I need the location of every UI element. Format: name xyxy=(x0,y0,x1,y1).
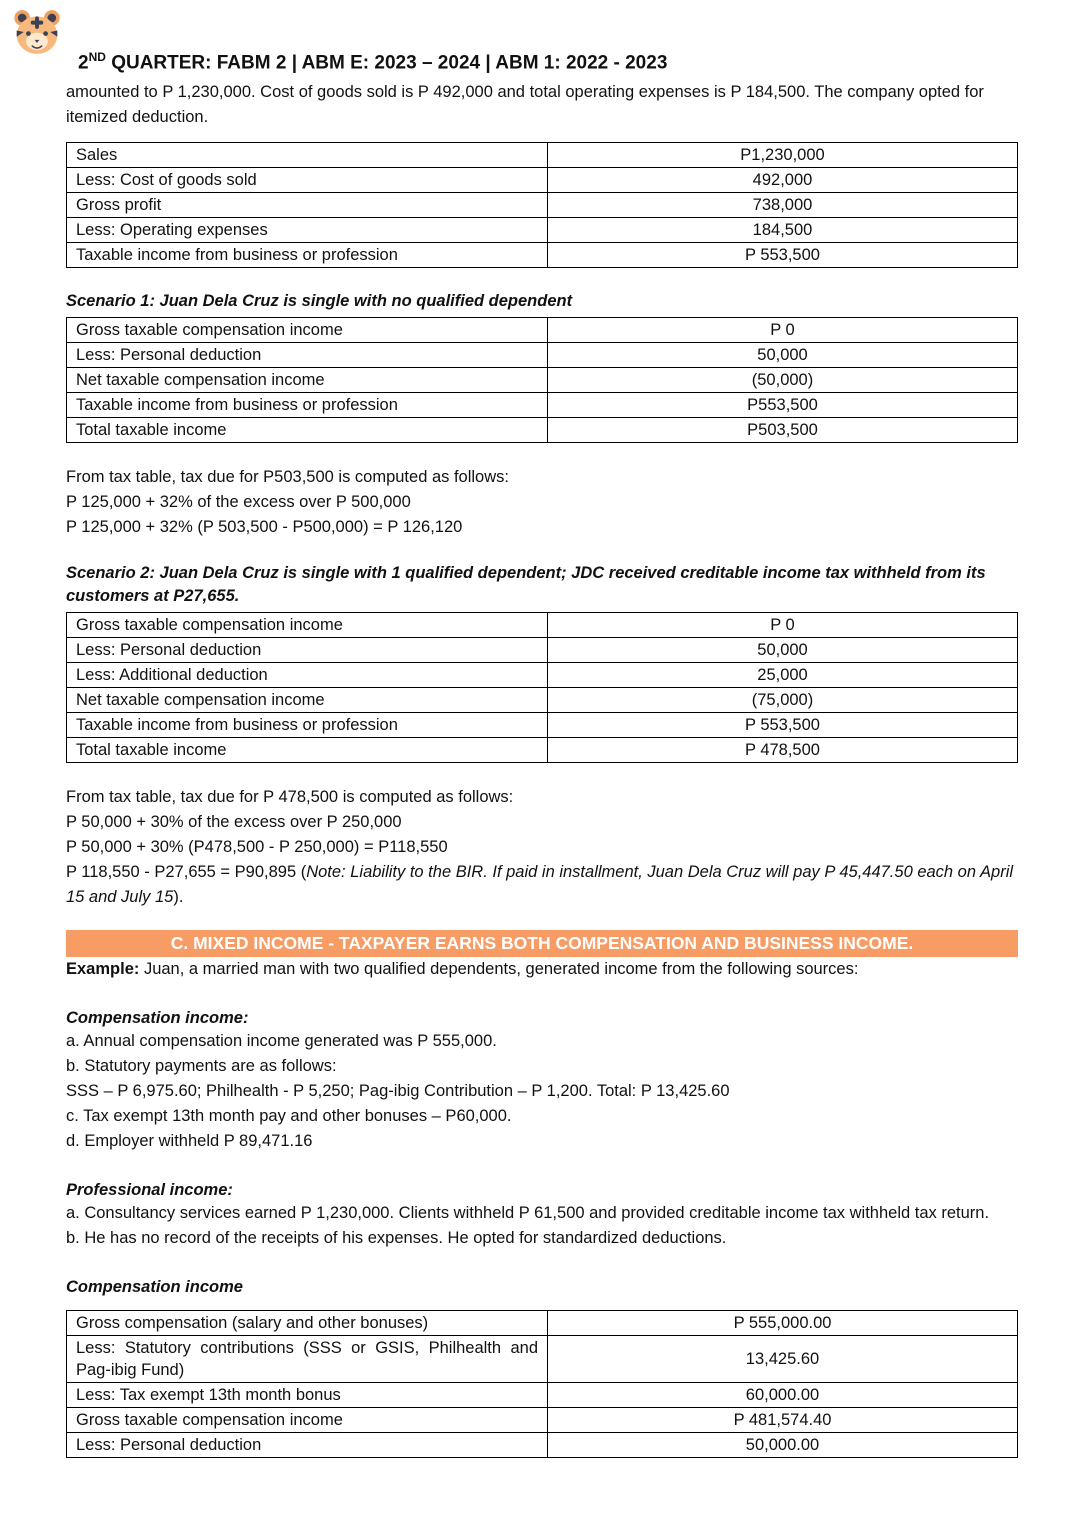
row-label: Less: Personal deduction xyxy=(67,343,548,368)
row-label: Total taxable income xyxy=(67,418,548,443)
row-value: P 478,500 xyxy=(548,738,1018,763)
table-row xyxy=(67,168,1018,193)
tiger-face-icon xyxy=(12,6,62,58)
list-item: a. Consultancy services earned P 1,230,000. Clients withheld P 61,500 and provided creditable income tax withheld tax return. xyxy=(66,1204,990,1223)
row-label: Net taxable compensation income xyxy=(67,688,548,713)
table-row xyxy=(67,713,1018,738)
table-row xyxy=(67,393,1018,418)
title-ordinal: ND xyxy=(88,50,106,64)
row-label: Less: Cost of goods sold xyxy=(67,168,548,193)
bir-note: Note: Liability to the BIR. If paid in installment, Juan Dela Cruz will pay P 45,447.50 each on April 15 and July 15 xyxy=(66,863,1014,907)
compensation-income-list xyxy=(66,1029,1018,1154)
row-label: Sales xyxy=(67,143,548,168)
row-value: P 553,500 xyxy=(548,243,1018,268)
table-row xyxy=(67,418,1018,443)
row-value: 50,000 xyxy=(548,638,1018,663)
row-value: 50,000 xyxy=(548,343,1018,368)
text-line: P 125,000 + 32% (P 503,500 - P500,000) = P 126,120 xyxy=(66,518,463,537)
row-label: Taxable income from business or profession xyxy=(67,243,548,268)
row-label: Gross compensation (salary and other bonuses) xyxy=(67,1311,548,1336)
row-label: Net taxable compensation income xyxy=(67,368,548,393)
table-row xyxy=(67,193,1018,218)
row-label: Less: Personal deduction xyxy=(67,1433,548,1458)
row-value: (75,000) xyxy=(548,688,1018,713)
tax-computation-1 xyxy=(66,465,1018,540)
row-label: Less: Statutory contributions (SSS or GSIS, Philhealth and Pag-ibig Fund) xyxy=(67,1336,548,1383)
text-line xyxy=(66,860,1018,910)
table-row xyxy=(67,143,1018,168)
business-income-table xyxy=(66,142,1018,268)
text-line: From tax table, tax due for P503,500 is computed as follows: xyxy=(66,468,509,487)
row-value: P 553,500 xyxy=(548,713,1018,738)
row-value: P 481,574.40 xyxy=(548,1408,1018,1433)
row-value: 60,000.00 xyxy=(548,1383,1018,1408)
row-label: Less: Personal deduction xyxy=(67,638,548,663)
table-row xyxy=(67,1383,1018,1408)
list-item: d. Employer withheld P 89,471.16 xyxy=(66,1132,313,1151)
page-title xyxy=(78,46,1018,74)
scenario1-heading: Scenario 1: Juan Dela Cruz is single with no qualified dependent xyxy=(66,292,573,311)
table-row xyxy=(67,218,1018,243)
title-rest: QUARTER: FABM 2 | ABM E: 2023 – 2024 | ABM 1: 2022 - 2023 xyxy=(105,52,668,74)
table-row xyxy=(67,738,1018,763)
row-value: P503,500 xyxy=(548,418,1018,443)
scenario1-table xyxy=(66,317,1018,443)
table-row xyxy=(67,1433,1018,1458)
compensation-table xyxy=(66,1310,1018,1458)
table-row xyxy=(67,1408,1018,1433)
row-label: Taxable income from business or profession xyxy=(67,713,548,738)
professional-income-list xyxy=(66,1201,1018,1251)
compensation-table-heading: Compensation income xyxy=(66,1278,243,1297)
compensation-income-heading: Compensation income: xyxy=(66,1009,249,1028)
tax-computation-2 xyxy=(66,785,1018,910)
final-computation: P 118,550 - P27,655 = P90,895 ( xyxy=(66,863,307,882)
table-row xyxy=(67,318,1018,343)
row-value: P553,500 xyxy=(548,393,1018,418)
row-value: 738,000 xyxy=(548,193,1018,218)
row-value: 492,000 xyxy=(548,168,1018,193)
row-label: Less: Additional deduction xyxy=(67,663,548,688)
scenario2-heading: Scenario 2: Juan Dela Cruz is single with 1 qualified dependent; JDC received creditable income tax withheld from its customers at P27,655. xyxy=(66,564,986,606)
professional-income-heading: Professional income: xyxy=(66,1181,233,1200)
list-item: SSS – P 6,975.60; Philhealth - P 5,250; Pag-ibig Contribution – P 1,200. Total: P 13,425.60 xyxy=(66,1082,730,1101)
row-value: 25,000 xyxy=(548,663,1018,688)
row-value: P 0 xyxy=(548,318,1018,343)
example-label: Example: xyxy=(66,960,140,979)
table-row xyxy=(67,663,1018,688)
table-row xyxy=(67,343,1018,368)
text-line: P 50,000 + 30% (P478,500 - P 250,000) = P118,550 xyxy=(66,838,448,857)
table-row xyxy=(67,1336,1018,1383)
list-item: a. Annual compensation income generated was P 555,000. xyxy=(66,1032,497,1051)
row-value: 13,425.60 xyxy=(548,1336,1018,1383)
text-line: P 125,000 + 32% of the excess over P 500,000 xyxy=(66,493,411,512)
example-text: Juan, a married man with two qualified dependents, generated income from the following sources: xyxy=(139,960,859,979)
row-value: P 0 xyxy=(548,613,1018,638)
row-label: Gross taxable compensation income xyxy=(67,1408,548,1433)
table-row xyxy=(67,688,1018,713)
example-paragraph xyxy=(66,957,1018,982)
row-label: Total taxable income xyxy=(67,738,548,763)
list-item: c. Tax exempt 13th month pay and other bonuses – P60,000. xyxy=(66,1107,512,1126)
row-label: Less: Operating expenses xyxy=(67,218,548,243)
list-item: b. Statutory payments are as follows: xyxy=(66,1057,337,1076)
final-suffix: ). xyxy=(173,888,184,907)
list-item: b. He has no record of the receipts of his expenses. He opted for standardized deductions. xyxy=(66,1229,727,1248)
title-number: 2 xyxy=(78,52,89,74)
row-label: Gross taxable compensation income xyxy=(67,613,548,638)
row-value: P1,230,000 xyxy=(548,143,1018,168)
scenario2-table xyxy=(66,612,1018,763)
table-row xyxy=(67,638,1018,663)
table-row xyxy=(67,368,1018,393)
row-value: (50,000) xyxy=(548,368,1018,393)
text-line: P 50,000 + 30% of the excess over P 250,000 xyxy=(66,813,402,832)
table-row xyxy=(67,613,1018,638)
row-value: 50,000.00 xyxy=(548,1433,1018,1458)
intro-paragraph: amounted to P 1,230,000. Cost of goods sold is P 492,000 and total operating expenses is P 184,500. The company opted for itemized deduction. xyxy=(66,83,984,127)
text-line: From tax table, tax due for P 478,500 is computed as follows: xyxy=(66,788,514,807)
row-value: 184,500 xyxy=(548,218,1018,243)
row-label: Gross profit xyxy=(67,193,548,218)
table-row xyxy=(67,243,1018,268)
row-label: Taxable income from business or profession xyxy=(67,393,548,418)
section-banner: C. MIXED INCOME - TAXPAYER EARNS BOTH COMPENSATION AND BUSINESS INCOME. xyxy=(66,930,1018,957)
row-label: Less: Tax exempt 13th month bonus xyxy=(67,1383,548,1408)
table-row xyxy=(67,1311,1018,1336)
row-label: Gross taxable compensation income xyxy=(67,318,548,343)
row-value: P 555,000.00 xyxy=(548,1311,1018,1336)
